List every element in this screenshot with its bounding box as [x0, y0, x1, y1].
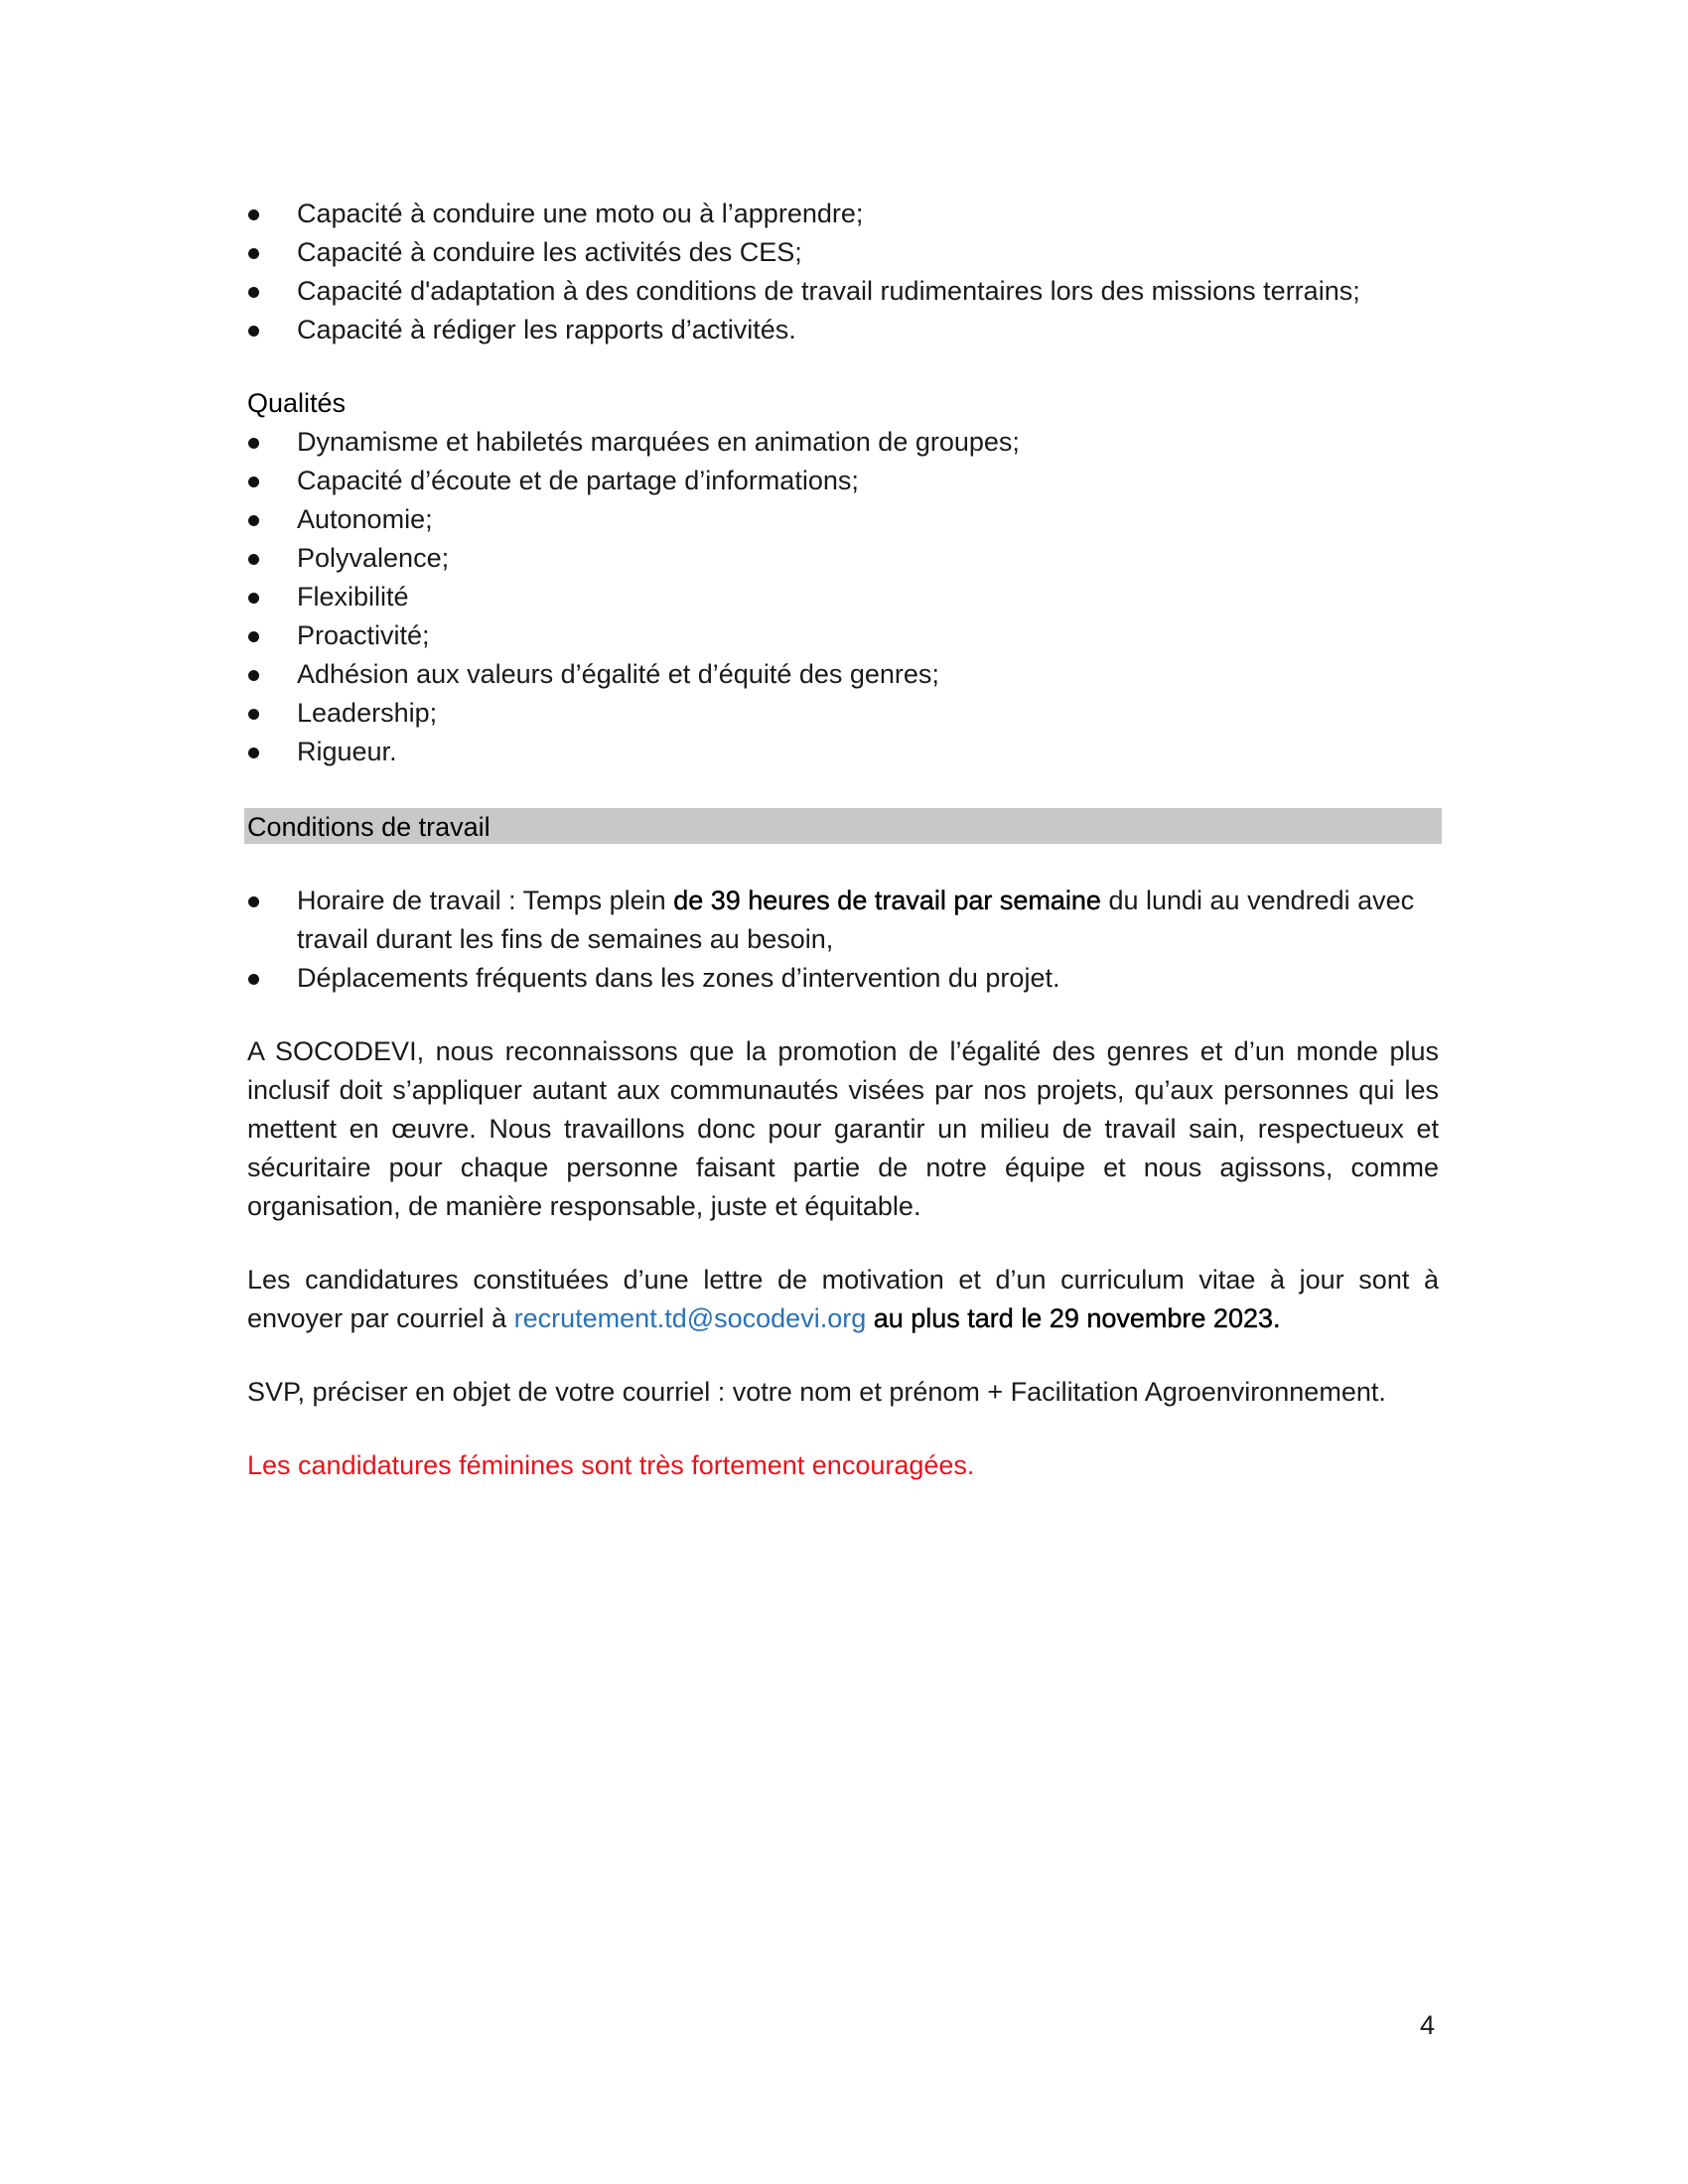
list-item-text: Proactivité; [297, 620, 430, 650]
bullet-icon [248, 515, 259, 526]
bullet-icon [248, 974, 259, 985]
list-item [247, 694, 1439, 733]
list-item-text: Leadership; [297, 698, 438, 728]
list-item [247, 311, 1439, 349]
list-item [247, 423, 1439, 462]
list-item [247, 616, 1439, 655]
list-item [247, 500, 1439, 539]
list-item-text: Capacité à conduire les activités des CES; [297, 237, 802, 267]
bullet-icon [248, 631, 259, 642]
conditions-list [247, 882, 1439, 998]
bullet-icon [248, 438, 259, 449]
document-page [247, 195, 1439, 1485]
application-paragraph [247, 1261, 1439, 1338]
list-item-text: Capacité à conduire une moto ou à l’apprendre; [297, 199, 864, 228]
list-item [247, 272, 1439, 311]
list-item-text: Déplacements fréquents dans les zones d’intervention du projet. [297, 963, 1060, 993]
schedule-hours: de 39 heures de travail par semaine [673, 886, 1101, 915]
list-item [247, 959, 1439, 998]
list-item-text: Capacité d'adaptation à des conditions de travail rudimentaires lors des missions terrains; [297, 276, 1360, 306]
equality-paragraph: A SOCODEVI, nous reconnaissons que la promotion de l’égalité des genres et d’un monde plus inclusif doit s’appliquer autant aux communautés visées par nos projets, qu’aux personnes qui les mettent en œuvre. Nous travaillons donc pour garantir un milieu de travail sain, respectueux et sécuritaire pour chaque personne faisant partie de notre équipe et nous agissons, comme organisation, de manière responsable, juste et équitable. [247, 1036, 1439, 1221]
list-item-text: Adhésion aux valeurs d’égalité et d’équité des genres; [297, 659, 939, 689]
conditions-heading: Conditions de travail [247, 812, 491, 842]
list-item [247, 882, 1439, 959]
schedule-text: Horaire de travail : Temps plein [297, 886, 674, 915]
subject-instruction: SVP, préciser en objet de votre courriel : votre nom et prénom + Facilitation Agroenvironnement. [247, 1377, 1386, 1407]
conditions-section-header [244, 808, 1442, 844]
qualities-heading: Qualités [247, 388, 347, 418]
list-item [247, 233, 1439, 272]
bullet-icon [248, 554, 259, 565]
bullet-icon [248, 326, 259, 337]
list-item [247, 578, 1439, 616]
bullet-icon [248, 287, 259, 298]
list-item [247, 195, 1439, 233]
qualities-list [247, 423, 1439, 771]
list-item-text: Autonomie; [297, 504, 433, 534]
bullet-icon [248, 477, 259, 487]
list-item [247, 462, 1439, 500]
list-item-text: Dynamisme et habiletés marquées en animation de groupes; [297, 427, 1020, 457]
bullet-icon [248, 248, 259, 259]
skills-list [247, 195, 1439, 349]
list-item-text: Capacité à rédiger les rapports d’activités. [297, 315, 796, 344]
list-item-text: Flexibilité [297, 582, 409, 612]
bullet-icon [248, 709, 259, 720]
application-text: Les candidatures constituées d’une lettre de motivation et d’un curriculum vitae à jour sont à envoyer par courriel à [247, 1265, 1439, 1333]
schedule-suffix: du lundi au vendredi avec travail durant les fins de semaines au besoin, [297, 886, 1415, 954]
list-item-text: Capacité d’écoute et de partage d’informations; [297, 466, 859, 495]
encouragement-text: Les candidatures féminines sont très fortement encouragées. [247, 1450, 975, 1480]
list-item-text: Rigueur. [297, 737, 397, 766]
deadline-text: au plus tard le 29 novembre 2023. [866, 1303, 1281, 1333]
list-item [247, 539, 1439, 578]
list-item [247, 655, 1439, 694]
bullet-icon [248, 209, 259, 220]
page-number: 4 [1420, 2010, 1436, 2040]
list-item [247, 733, 1439, 771]
bullet-icon [248, 896, 259, 907]
bullet-icon [248, 670, 259, 681]
email-link[interactable]: recrutement.td@socodevi.org [513, 1303, 867, 1333]
list-item-text: Polyvalence; [297, 543, 450, 573]
bullet-icon [248, 593, 259, 604]
bullet-icon [248, 748, 259, 758]
